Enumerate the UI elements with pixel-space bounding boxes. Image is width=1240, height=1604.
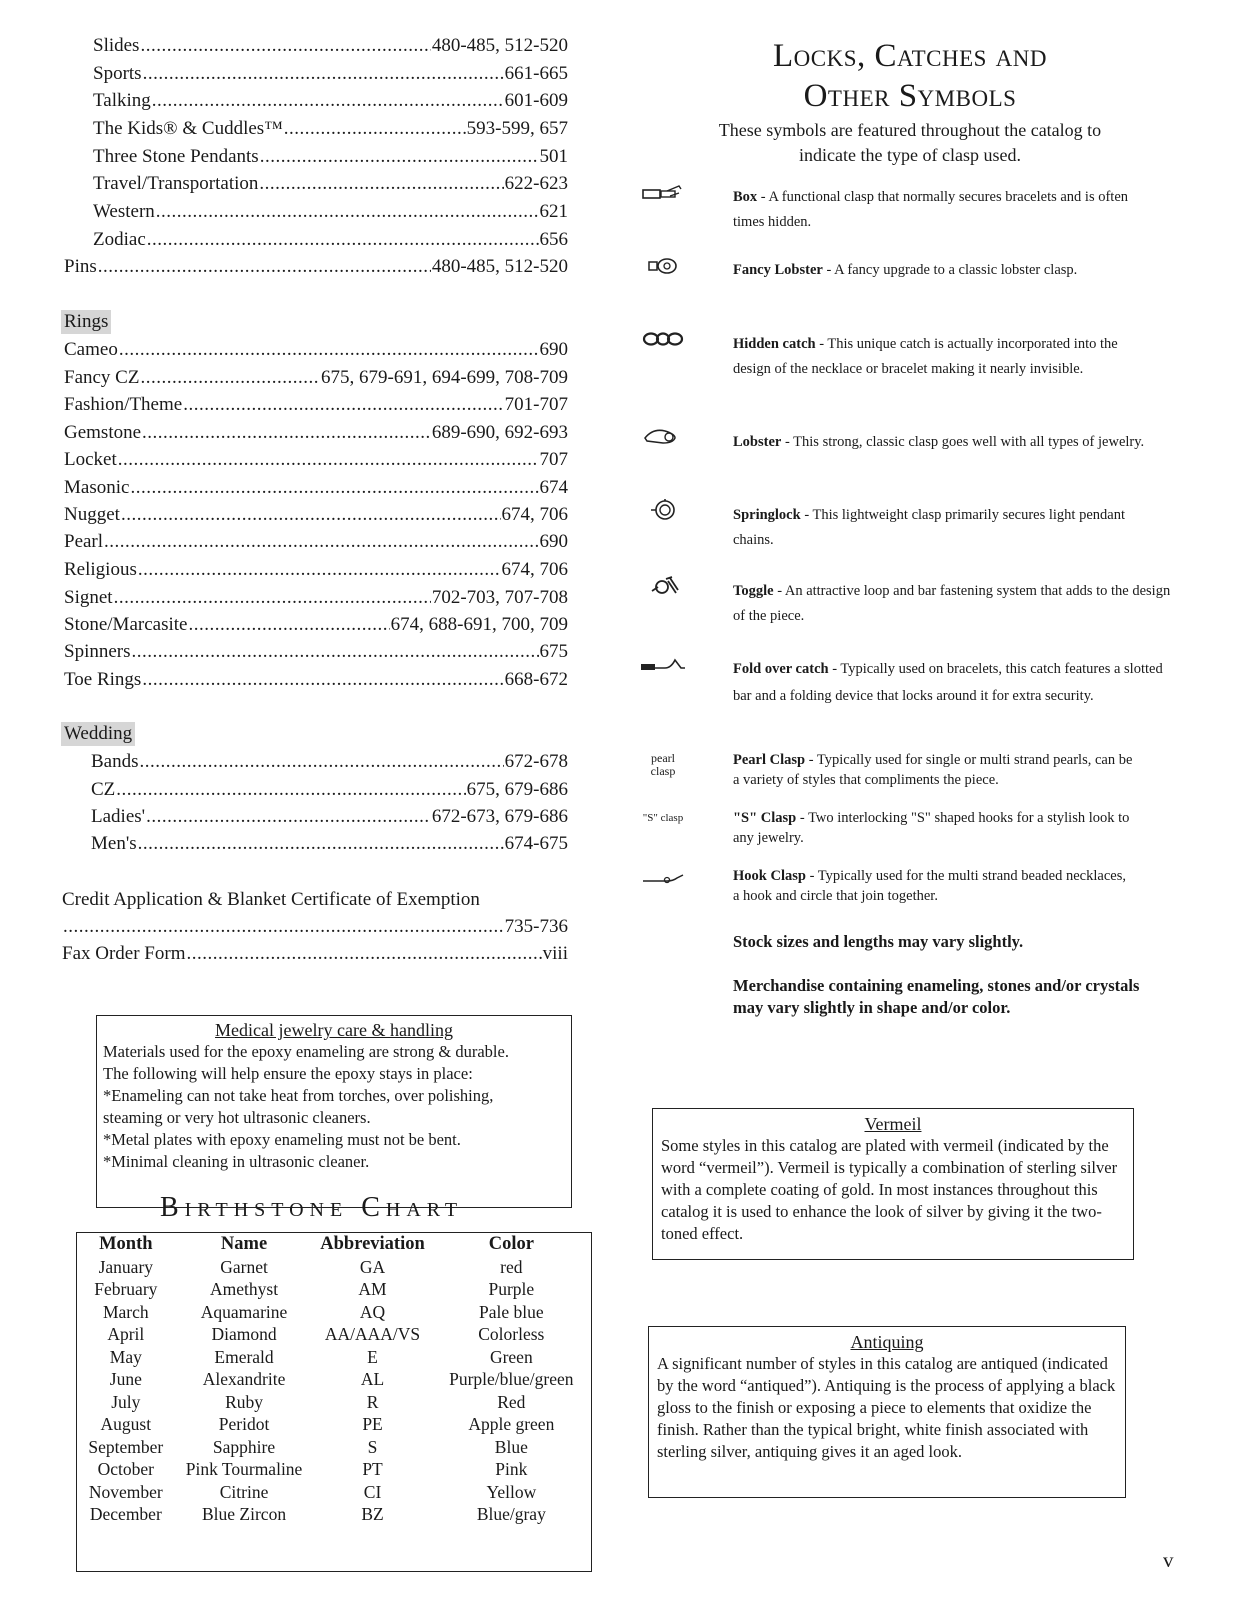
pearl-clasp-text-2: clasp — [650, 764, 676, 778]
index-label: Bands — [91, 751, 139, 772]
vermeil-text: Some styles in this catalog are plated with vermeil (indicated by the word “vermeil”). Vermeil is typically a combination of sterling silver with a complete coating of gold. In most instances throughout this catalog it is used to enhance the look of silver by giving it the two-toned effect. — [661, 1136, 1118, 1243]
index-pages: 690 — [539, 531, 568, 552]
stock-sizes-note: Stock sizes and lengths may vary slightly. — [733, 932, 1024, 951]
table-cell: Blue/gray — [476, 1504, 546, 1524]
table-row — [77, 1368, 591, 1391]
table-cell: Green — [489, 1346, 533, 1367]
index-row — [64, 255, 568, 279]
clasp-text: - Typically used for single or multi strand pearls, can be a variety of styles that compliments the piece. — [733, 752, 1133, 788]
index-label: CZ — [91, 779, 116, 800]
index-label: Stone/Marcasite — [64, 614, 188, 635]
index-row — [64, 586, 568, 610]
index-row — [64, 448, 568, 472]
clasp-text: - A fancy upgrade to a classic lobster clasp. — [822, 262, 1078, 278]
table-cell: R — [366, 1391, 379, 1412]
table-cell: Garnet — [220, 1256, 268, 1277]
index-row — [64, 503, 568, 527]
table-row — [77, 1346, 591, 1369]
clasp-name: Springlock — [733, 507, 801, 523]
table-cell: AA/AAA/VS — [324, 1324, 421, 1344]
index-label: Fancy CZ — [64, 367, 140, 388]
index-row — [91, 750, 568, 774]
birthstone-chart-title: Birthstone Chart — [160, 1192, 464, 1223]
clasp-description — [733, 656, 1178, 710]
medical-care-title: Medical jewelry care & handling — [215, 1020, 453, 1040]
hook-clasp-icon — [628, 870, 698, 886]
index-row — [62, 942, 568, 966]
table-cell: September — [88, 1436, 164, 1457]
table-row — [77, 1278, 591, 1301]
vermeil-title: Vermeil — [864, 1114, 922, 1134]
clasp-text: - This unique catch is actually incorporated into the design of the necklace or bracelet making it nearly invisible. — [733, 336, 1118, 377]
index-label: Signet — [64, 587, 113, 608]
medical-line: *Minimal cleaning in ultrasonic cleaner. — [103, 1152, 370, 1171]
locks-subtitle-line1: These symbols are featured throughout the catalog to — [718, 120, 1102, 140]
clasp-description — [733, 185, 1153, 235]
index-label: Ladies' — [91, 806, 146, 827]
lobster-icon — [628, 426, 698, 446]
table-cell: Ruby — [225, 1391, 263, 1412]
table-cell: May — [109, 1346, 142, 1367]
index-pages: 674 — [539, 477, 568, 498]
table-cell: Sapphire — [212, 1436, 276, 1457]
medical-line: *Metal plates with epoxy enameling must not be bent. — [103, 1130, 461, 1149]
index-pages: 601-609 — [504, 90, 568, 111]
table-cell: August — [100, 1414, 152, 1434]
clasp-text: - Typically used for the multi strand beaded necklaces, a hook and circle that join together. — [733, 868, 1126, 904]
locks-title-line2: Other Symbols — [803, 78, 1017, 114]
index-row — [91, 832, 568, 856]
index-row — [93, 34, 568, 58]
table-cell: Pale blue — [479, 1301, 544, 1322]
table-row — [77, 1323, 591, 1346]
index-label: Western — [93, 201, 155, 222]
clasp-name: Fancy Lobster — [733, 262, 823, 278]
table-cell: January — [98, 1256, 154, 1277]
table-cell: Colorless — [478, 1324, 545, 1344]
index-pages: 689-690, 692-693 — [431, 422, 568, 443]
fancy-lobster-icon — [628, 256, 698, 276]
index-pages: 672-678 — [504, 751, 568, 772]
index-pages: 674, 688-691, 700, 709 — [390, 614, 568, 635]
table-cell: April — [107, 1324, 145, 1344]
index-row — [93, 62, 568, 86]
index-pages: 501 — [539, 146, 568, 167]
index-row — [64, 366, 568, 390]
index-label: Religious — [64, 559, 137, 580]
credit-application-label: Credit Application & Blanket Certificate of Exemption — [62, 889, 480, 910]
index-label: Slides — [93, 35, 140, 56]
clasp-description — [733, 258, 1163, 283]
table-row — [77, 1503, 591, 1526]
page-number: v — [1163, 1548, 1174, 1572]
index-pages: 675 — [539, 641, 568, 662]
table-row — [77, 1413, 591, 1436]
table-cell: PE — [362, 1414, 383, 1434]
index-pages: 675, 679-686 — [466, 779, 568, 800]
index-label: Pins — [64, 256, 97, 277]
clasp-description — [733, 503, 1133, 553]
table-cell: E — [367, 1346, 378, 1367]
table-header-row — [77, 1233, 591, 1256]
index-row — [91, 778, 568, 802]
clasp-name: Toggle — [733, 583, 774, 599]
clasp-name: Fold over catch — [733, 661, 829, 677]
medical-line: Materials used for the epoxy enameling are strong & durable. — [103, 1042, 509, 1061]
index-row — [64, 421, 568, 445]
index-label: Toe Rings — [64, 669, 142, 690]
index-label: Locket — [64, 449, 117, 470]
table-row — [77, 1256, 591, 1279]
antiquing-box — [648, 1326, 1126, 1498]
clasp-text: - Two interlocking "S" shaped hooks for a stylish look to any jewelry. — [733, 810, 1130, 846]
toggle-icon — [628, 574, 698, 598]
merchandise-note: Merchandise containing enameling, stones and/or crystals may vary slightly in shape and/or color. — [733, 976, 1140, 1017]
table-cell: Apple green — [468, 1414, 555, 1434]
index-row — [64, 558, 568, 582]
index-pages: 674-675 — [504, 833, 568, 854]
birthstone-table — [76, 1232, 592, 1572]
clasp-name: Hook Clasp — [733, 868, 806, 884]
medical-care-box — [96, 1015, 572, 1208]
table-row — [77, 1458, 591, 1481]
index-label: Masonic — [64, 477, 130, 498]
fold-over-catch-icon — [628, 656, 698, 674]
clasp-text: - This strong, classic clasp goes well with all types of jewelry. — [781, 434, 1145, 450]
index-row — [64, 530, 568, 554]
index-row — [64, 476, 568, 500]
index-label: Fashion/Theme — [64, 394, 183, 415]
index-label: Gemstone — [64, 422, 142, 443]
index-row — [93, 117, 568, 141]
index-pages: 661-665 — [504, 63, 568, 84]
vermeil-box — [652, 1108, 1134, 1260]
table-cell: CI — [363, 1481, 382, 1502]
locks-title-line1: Locks, Catches and — [772, 38, 1047, 74]
clasp-name: Pearl Clasp — [733, 752, 806, 768]
index-label: Pearl — [64, 531, 104, 552]
table-cell: Peridot — [218, 1414, 270, 1434]
column-header: Color — [488, 1234, 534, 1254]
table-cell: GA — [359, 1256, 386, 1277]
clasp-name: Lobster — [733, 434, 782, 450]
index-pages: 480-485, 512-520 — [431, 35, 568, 56]
index-row — [93, 89, 568, 113]
table-cell: February — [94, 1279, 158, 1299]
table-cell: Purple — [488, 1279, 535, 1299]
table-cell: Amethyst — [210, 1279, 279, 1299]
clasp-description — [733, 808, 1153, 848]
table-cell: BZ — [361, 1504, 384, 1524]
table-cell: Aquamarine — [200, 1301, 288, 1322]
table-cell: Blue — [494, 1436, 528, 1457]
column-header: Name — [220, 1234, 268, 1254]
table-row — [77, 1481, 591, 1504]
index-label: Sports — [93, 63, 142, 84]
index-pages: 690 — [539, 339, 568, 360]
springlock-icon — [628, 498, 698, 522]
index-pages: 707 — [539, 449, 568, 470]
index-label: Zodiac — [93, 229, 146, 250]
column-header: Month — [99, 1234, 153, 1254]
table-cell: Purple/blue/green — [449, 1369, 574, 1389]
index-pages: 674, 706 — [501, 559, 568, 580]
index-pages: 701-707 — [504, 394, 568, 415]
wedding-header: Wedding — [61, 722, 135, 746]
clasp-description — [733, 430, 1163, 455]
table-cell: March — [102, 1301, 149, 1322]
index-label: Fax Order Form — [62, 943, 186, 964]
clasp-text: - A functional clasp that normally secures bracelets and is often times hidden. — [733, 189, 1129, 230]
clasp-text: - This lightweight clasp primarily secures light pendant chains. — [733, 507, 1125, 548]
index-row — [64, 640, 568, 664]
table-cell: Diamond — [211, 1324, 277, 1344]
clasp-text: - An attractive loop and bar fastening system that adds to the design of the piece. — [733, 583, 1171, 624]
index-pages: 622-623 — [504, 173, 568, 194]
index-label: Spinners — [64, 641, 131, 662]
clasp-name: "S" Clasp — [733, 810, 797, 826]
index-pages: 675, 679-691, 694-699, 708-709 — [321, 367, 568, 388]
clasp-description — [733, 332, 1143, 382]
index-label: Talking — [93, 90, 151, 111]
index-pages: 668-672 — [504, 669, 568, 690]
column-header: Abbreviation — [320, 1234, 425, 1254]
index-pages: 735-736 — [504, 916, 568, 937]
table-cell: Emerald — [214, 1346, 274, 1367]
clasp-text: - Typically used on bracelets, this catch features a slotted bar and a folding device that locks around it for extra security. — [733, 661, 1163, 704]
index-row — [64, 393, 568, 417]
table-cell: S — [367, 1436, 378, 1457]
rings-header: Rings — [61, 310, 111, 334]
index-row — [91, 805, 568, 829]
table-row — [77, 1436, 591, 1459]
table-row — [77, 1301, 591, 1324]
box-clasp-icon — [628, 184, 698, 202]
index-row — [93, 228, 568, 252]
table-row — [77, 1391, 591, 1414]
index-label: The Kids® & Cuddles™ — [93, 118, 283, 139]
table-cell: July — [111, 1391, 141, 1412]
index-pages: 480-485, 512-520 — [431, 256, 568, 277]
table-cell: Blue Zircon — [202, 1504, 287, 1524]
clasp-description — [733, 750, 1133, 790]
table-cell: AL — [360, 1369, 385, 1389]
index-row — [93, 200, 568, 224]
index-pages: 702-703, 707-708 — [431, 587, 568, 608]
table-cell: Yellow — [486, 1481, 537, 1502]
table-cell: PT — [362, 1459, 383, 1479]
index-label: Nugget — [64, 504, 120, 525]
antiquing-title: Antiquing — [850, 1332, 924, 1352]
table-cell: October — [97, 1459, 155, 1479]
medical-line: steaming or very hot ultrasonic cleaners. — [103, 1108, 371, 1127]
index-row — [64, 613, 568, 637]
table-cell: Citrine — [219, 1481, 269, 1502]
table-cell: red — [500, 1256, 523, 1277]
table-cell: Red — [497, 1391, 526, 1412]
index-label: Cameo — [64, 339, 118, 360]
index-row — [64, 668, 568, 692]
locks-subtitle-line2: indicate the type of clasp used. — [799, 145, 1021, 165]
table-cell: November — [88, 1481, 163, 1502]
hidden-catch-icon — [628, 330, 698, 348]
index-pages: viii — [542, 943, 568, 964]
index-row — [93, 172, 568, 196]
index-row — [62, 915, 568, 939]
index-row — [64, 338, 568, 362]
table-cell: December — [89, 1504, 162, 1524]
index-pages: 674, 706 — [501, 504, 568, 525]
index-row — [93, 145, 568, 169]
table-cell: Pink Tourmaline — [185, 1459, 303, 1479]
clasp-name: Hidden catch — [733, 336, 816, 352]
medical-line: The following will help ensure the epoxy stays in place: — [103, 1064, 473, 1083]
table-cell: June — [109, 1369, 142, 1389]
index-pages: 672-673, 679-686 — [431, 806, 568, 827]
s-clasp-label: "S" clasp — [642, 812, 684, 824]
clasp-description — [733, 579, 1173, 629]
index-label: Three Stone Pendants — [93, 146, 259, 167]
pearl-clasp-label — [628, 752, 698, 778]
pearl-clasp-text-1: pearl — [651, 751, 675, 765]
table-cell: AM — [358, 1279, 387, 1299]
clasp-description — [733, 866, 1133, 906]
table-cell: AQ — [359, 1301, 386, 1322]
medical-line: *Enameling can not take heat from torches, over polishing, — [103, 1086, 494, 1105]
index-pages: 593-599, 657 — [466, 118, 568, 139]
table-cell: Alexandrite — [202, 1369, 286, 1389]
index-pages: 656 — [539, 229, 568, 250]
table-cell: Pink — [495, 1459, 528, 1479]
index-label: Men's — [91, 833, 137, 854]
antiquing-text: A significant number of styles in this catalog are antiqued (indicated by the word “antiqued”). Antiquing is the process of applying a black gloss to the finish or exposing a piece to elements that oxidize the finish. Rather than the typical bright, white finish associated with sterling silver, antiquing gives it an aged look. — [657, 1354, 1116, 1461]
index-pages: 621 — [539, 201, 568, 222]
index-label: Travel/Transportation — [93, 173, 259, 194]
clasp-name: Box — [733, 189, 758, 205]
